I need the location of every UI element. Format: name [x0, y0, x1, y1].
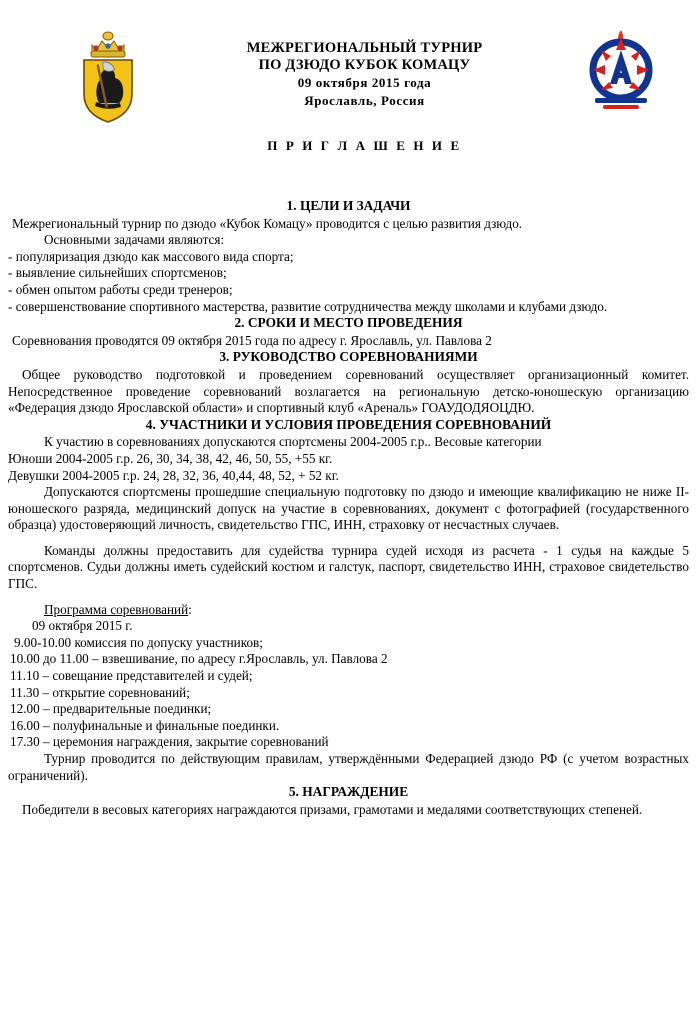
judo-club-emblem-icon — [579, 28, 663, 112]
program-item-4: 12.00 – предварительные поединки; — [10, 701, 212, 717]
section-1-item-1: - популяризация дзюдо как массового вида спорта; — [8, 248, 294, 264]
program-item-1: 10.00 до 11.00 – взвешивание, по адресу г.Ярославль, ул. Павлова 2 — [10, 651, 388, 667]
section-4-heading: 4. УЧАСТНИКИ И УСЛОВИЯ ПРОВЕДЕНИЯ СОРЕВНОВАНИЙ — [145, 416, 552, 432]
section-5-paragraph-1: Победители в весовых категориях награждаются призами, грамотами и медалями соответствующих степеней. — [22, 801, 643, 817]
crest-right-container — [573, 28, 669, 112]
document-body — [0, 198, 697, 818]
program-item-0: 9.00-10.00 комиссия по допуску участников; — [14, 634, 263, 650]
section-5-heading: 5. НАГРАЖДЕНИЕ — [288, 784, 409, 800]
section-1-heading: 1. ЦЕЛИ И ЗАДАЧИ — [286, 198, 411, 213]
tournament-title-line2: ПО ДЗЮДО КУБОК КОМАЦУ — [258, 57, 471, 73]
program-title-text: Программа соревнований — [44, 601, 189, 617]
section-4-paragraph-4: Допускаются спортсмены прошедшие специальную подготовку по дзюдо и имеющие квалификацию не ниже II-юношеского разряда, медицинский допуск на участие в соревнованиях, документ с фотографией (государственного образца) удостоверяющий личность, свидетельство ГПС, ИНН, страховку от несчастных случаев. — [8, 484, 689, 533]
program-title: Программа соревнований: — [44, 601, 192, 617]
section-1-paragraph-2: Основными задачами являются: — [44, 232, 225, 248]
section-4-boys-weights: Юноши 2004-2005 г.р. 26, 30, 34, 38, 42, 46, 50, 55, +55 кг. — [8, 450, 333, 466]
program-item-2: 11.10 – совещание представителей и судей; — [10, 668, 253, 684]
invitation-heading: П Р И Г Л А Ш Е Н И Е — [267, 138, 462, 153]
section-1-item-4: - совершенствование спортивного мастерства, развитие сотрудничества между школами и клубами дзюдо. — [8, 298, 608, 314]
crest-left-container — [60, 28, 156, 124]
section-4-paragraph-6: Турнир проводится по действующим правилам, утверждёнными Федерацией дзюдо РФ (с учетом возрастных ограничений). — [8, 751, 689, 783]
yaroslavl-coat-of-arms-icon — [72, 28, 144, 124]
program-item-5: 16.00 – полуфинальные и финальные поединки. — [10, 717, 280, 733]
tournament-date: 09 октября 2015 года — [297, 75, 432, 90]
header-text-block — [156, 28, 573, 154]
document-header — [0, 0, 697, 154]
tournament-title-line1: МЕЖРЕГИОНАЛЬНЫЙ ТУРНИР — [246, 40, 483, 56]
section-1-paragraph-1: Межрегиональный турнир по дзюдо «Кубок Комацу» проводится с целью развития дзюдо. — [12, 215, 523, 231]
section-2-heading: 2. СРОКИ И МЕСТО ПРОВЕДЕНИЯ — [234, 315, 463, 331]
program-item-6: 17.30 – церемония награждения, закрытие соревнований — [10, 734, 329, 750]
section-2-paragraph-1: Соревнования проводятся 09 октября 2015 года по адресу г. Ярославль, ул. Павлова 2 — [12, 332, 492, 348]
tournament-place: Ярославль, Россия — [304, 93, 425, 108]
section-3-paragraph-1: Общее руководство подготовкой и проведением соревнований осуществляет организационный комитет. Непосредственное проведение соревнований возлагается на региональную детско-юношескую организацию «Федерация дзюдо Ярославской области» и спортивный клуб «Ареналь» ГОАУДОДЯОЦДЮ. — [8, 366, 689, 416]
section-4-paragraph-5: Команды должны предоставить для судейства турнира судей исходя из расчета - 1 судья на каждые 5 спортсменов. Судьи должны иметь судейский костюм и галстук, паспорт, свидетельство ИНН, страховое свидетельство ГПС. — [8, 542, 689, 592]
section-1-item-2: - выявление сильнейших спортсменов; — [8, 265, 227, 281]
section-4-girls-weights: Девушки 2004-2005 г.р. 24, 28, 32, 36, 40,44, 48, 52, + 52 кг. — [8, 467, 339, 483]
program-date: 09 октября 2015 г. — [32, 618, 133, 634]
section-4-paragraph-1: К участию в соревнованиях допускаются спортсмены 2004-2005 г.р.. Весовые категории — [44, 434, 542, 450]
section-3-heading: 3. РУКОВОДСТВО СОРЕВНОВАНИЯМИ — [219, 349, 478, 365]
section-1-item-3: - обмен опытом работы среди тренеров; — [8, 281, 233, 297]
program-item-3: 11.30 – открытие соревнований; — [10, 684, 190, 700]
